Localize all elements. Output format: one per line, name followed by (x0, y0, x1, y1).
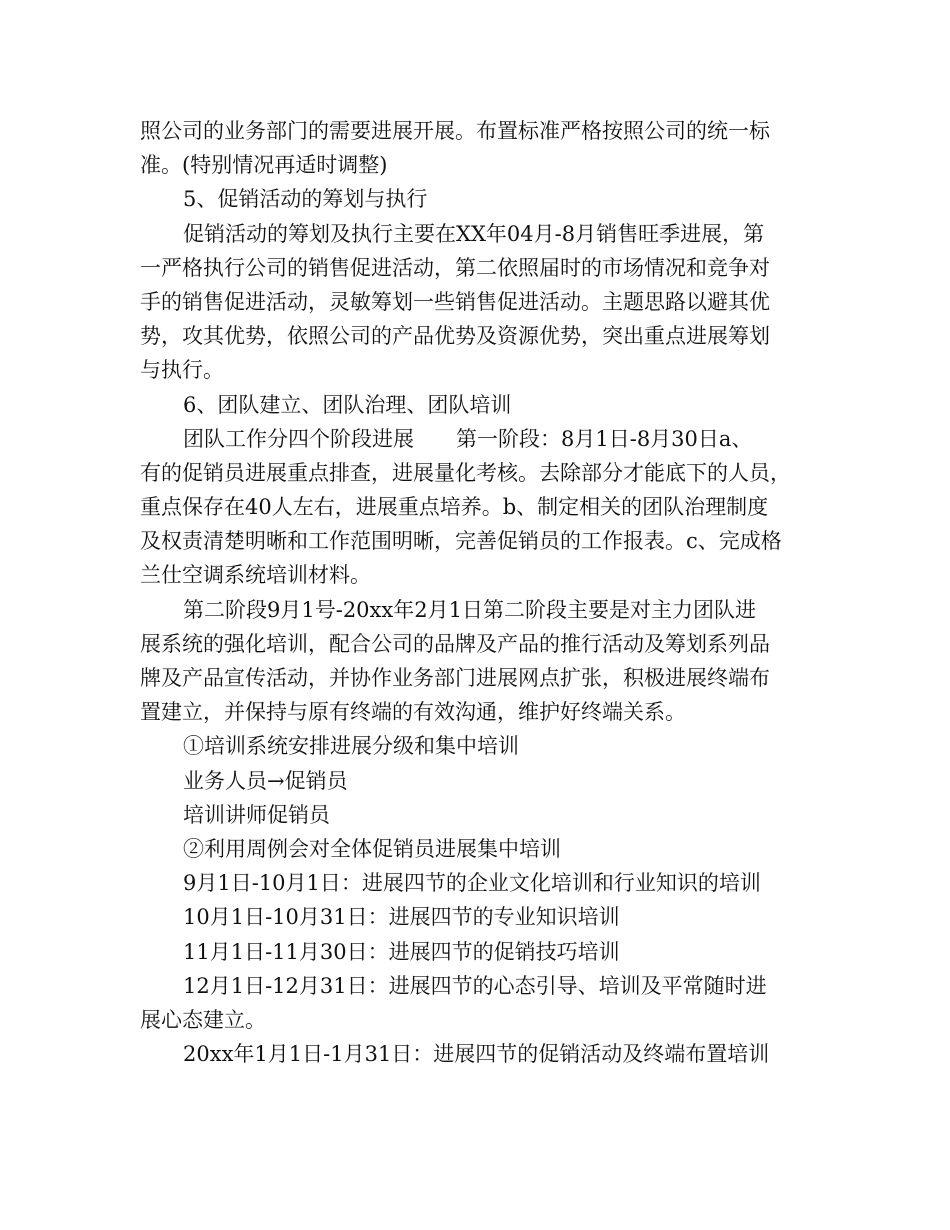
text-line: 兰仕空调系统培训材料。 (140, 563, 371, 588)
text-line: 准。(特别情况再适时调整) (140, 153, 388, 178)
text-line: 置建立，并保持与原有终端的有效沟通，维护好终端关系。 (140, 700, 686, 725)
text-line: 有的促销员进展重点排查，进展量化考核。去除部分才能底下的人员， (140, 460, 791, 485)
text-line: 一严格执行公司的销售促进活动，第二依照届时的市场情况和竞争对 (140, 255, 770, 280)
text-line: 展系统的强化培训，配合公司的品牌及产品的推行活动及筹划系列品 (140, 631, 770, 656)
text-line: ②利用周例会对全体促销员进展集中培训 (183, 836, 561, 861)
text-line: 20xx年1月1日-1月31日：进展四节的促销活动及终端布置培训 (183, 1042, 770, 1067)
text-line: 6、团队建立、团队治理、团队培训 (183, 392, 512, 417)
text-line: 展心态建立。 (140, 1007, 266, 1032)
text-line: 促销活动的筹划及执行主要在XX年04月-8月销售旺季进展，第 (183, 221, 765, 246)
text-line: 第二阶段9月1号-20xx年2月1日第二阶段主要是对主力团队进 (183, 597, 756, 622)
text-line: 11月1日-11月30日：进展四节的促销技巧培训 (183, 939, 620, 964)
text-line: 9月1日-10月1日：进展四节的企业文化培训和行业知识的培训 (183, 871, 761, 896)
text-line: 与执行。 (140, 358, 224, 383)
text-line: 照公司的业务部门的需要进展开展。布置标准严格按照公司的统一标 (140, 119, 770, 143)
text-line: 12月1日-12月31日：进展四节的心态引导、培训及平常随时进 (183, 973, 767, 998)
text-line: 业务人员→促销员 (183, 768, 348, 793)
text-line: ①培训系统安排进展分级和集中培训 (183, 734, 519, 759)
text-line: 培训讲师促销员 (183, 802, 330, 827)
text-line: 5、促销活动的筹划与执行 (183, 187, 428, 212)
text-line: 团队工作分四个阶段进展 第一阶段：8月1日-8月30日a、 (183, 426, 753, 451)
document-body (140, 114, 820, 1071)
text-line: 势，攻其优势，依照公司的产品优势及资源优势，突出重点进展筹划 (140, 324, 770, 349)
text-line: 牌及产品宣传活动，并协作业务部门进展网点扩张，积极进展终端布 (140, 666, 770, 690)
text-line: 重点保存在40人左右，进展重点培养。b、制定相关的团队治理制度 (140, 495, 769, 520)
text-line: 及权责清楚明晰和工作范围明晰，完善促销员的工作报表。c、完成格 (140, 529, 782, 554)
text-line: 手的销售促进活动，灵敏筹划一些销售促进活动。主题思路以避其优 (140, 289, 770, 314)
text-line: 10月1日-10月31日：进展四节的专业知识培训 (183, 905, 620, 930)
